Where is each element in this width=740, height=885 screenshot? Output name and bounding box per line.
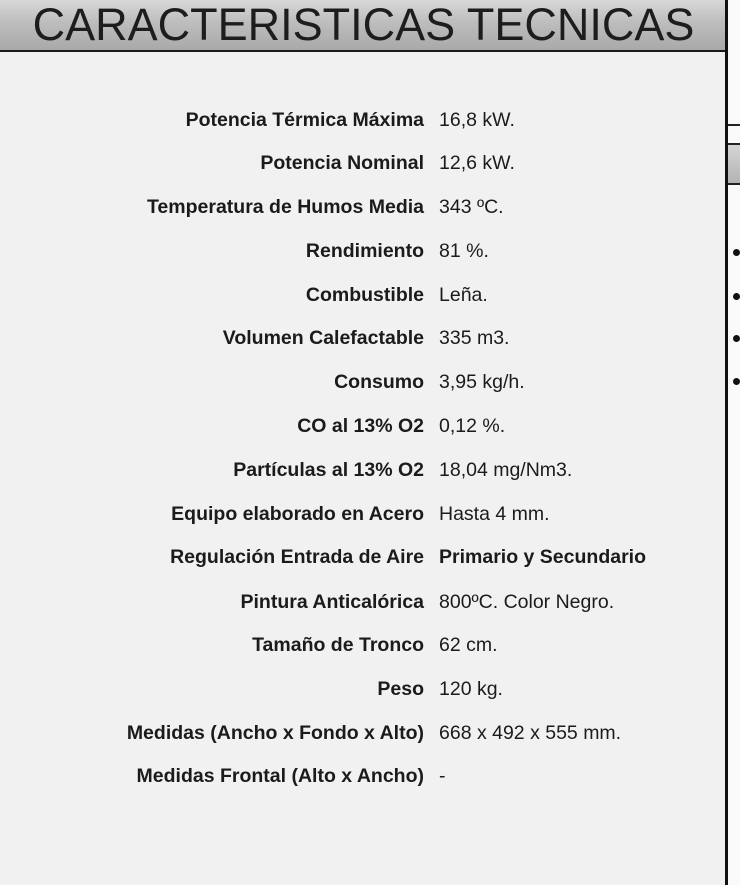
spec-label: Equipo elaborado en Acero xyxy=(171,503,424,525)
spec-value: 12,6 kW. xyxy=(439,152,515,174)
spec-value: - xyxy=(439,765,446,787)
bullet-icon xyxy=(733,335,740,342)
spec-label: Peso xyxy=(377,678,424,700)
spec-label: Potencia Nominal xyxy=(260,152,424,174)
spec-label: Temperatura de Humos Media xyxy=(146,196,424,218)
spec-value: 3,95 kg/h. xyxy=(439,371,525,393)
spec-row xyxy=(0,323,725,353)
spec-label: Potencia Térmica Máxima xyxy=(185,109,424,131)
spec-row xyxy=(0,280,725,310)
spec-value: 343 ºC. xyxy=(439,196,504,218)
spec-value: 18,04 mg/Nm3. xyxy=(439,459,573,481)
spec-value: 62 cm. xyxy=(439,634,498,656)
spec-row xyxy=(0,236,725,266)
spec-value: 120 kg. xyxy=(439,678,503,700)
spec-label: Partículas al 13% O2 xyxy=(233,459,424,481)
spec-label: CO al 13% O2 xyxy=(297,415,424,437)
spec-label: Medidas Frontal (Alto x Ancho) xyxy=(136,765,424,787)
spec-row xyxy=(0,411,725,441)
bullet-icon xyxy=(733,249,740,256)
adjacent-panel-header xyxy=(728,143,740,185)
adjacent-panel xyxy=(728,0,740,885)
spec-row xyxy=(0,674,725,704)
spec-label: Volumen Calefactable xyxy=(222,327,424,349)
spec-row xyxy=(0,761,725,791)
spec-value: Hasta 4 mm. xyxy=(439,503,550,525)
spec-label: Combustible xyxy=(305,284,424,306)
spec-row xyxy=(0,367,725,397)
page-title: CARACTERISTICAS TECNICAS xyxy=(32,0,695,50)
spec-value: Primario y Secundario xyxy=(439,546,646,568)
spec-label: Pintura Anticalórica xyxy=(240,591,424,613)
spec-row xyxy=(0,542,725,572)
title-bar xyxy=(0,0,727,52)
spec-label: Tamaño de Tronco xyxy=(252,634,424,656)
spec-row xyxy=(0,148,725,178)
spec-value: 81 %. xyxy=(439,240,489,262)
spec-label: Consumo xyxy=(334,371,424,393)
spec-value: 0,12 %. xyxy=(439,415,506,437)
spec-value: 335 m3. xyxy=(439,327,510,349)
spec-label: Regulación Entrada de Aire xyxy=(170,546,424,568)
spec-row xyxy=(0,499,725,529)
spec-row xyxy=(0,192,725,222)
spec-value: 668 x 492 x 555 mm. xyxy=(439,722,622,744)
spec-row xyxy=(0,455,725,485)
spec-row xyxy=(0,105,725,135)
spec-value: 16,8 kW. xyxy=(439,109,515,131)
bullet-icon xyxy=(733,378,740,385)
spec-label: Medidas (Ancho x Fondo x Alto) xyxy=(126,722,424,744)
spec-value: 800ºC. Color Negro. xyxy=(439,591,615,613)
spec-value: Leña. xyxy=(439,284,488,306)
adjacent-panel-divider xyxy=(728,124,740,126)
spec-row xyxy=(0,718,725,748)
spec-row xyxy=(0,630,725,660)
bullet-icon xyxy=(733,293,740,300)
spec-label: Rendimiento xyxy=(305,240,424,262)
spec-row xyxy=(0,587,725,617)
